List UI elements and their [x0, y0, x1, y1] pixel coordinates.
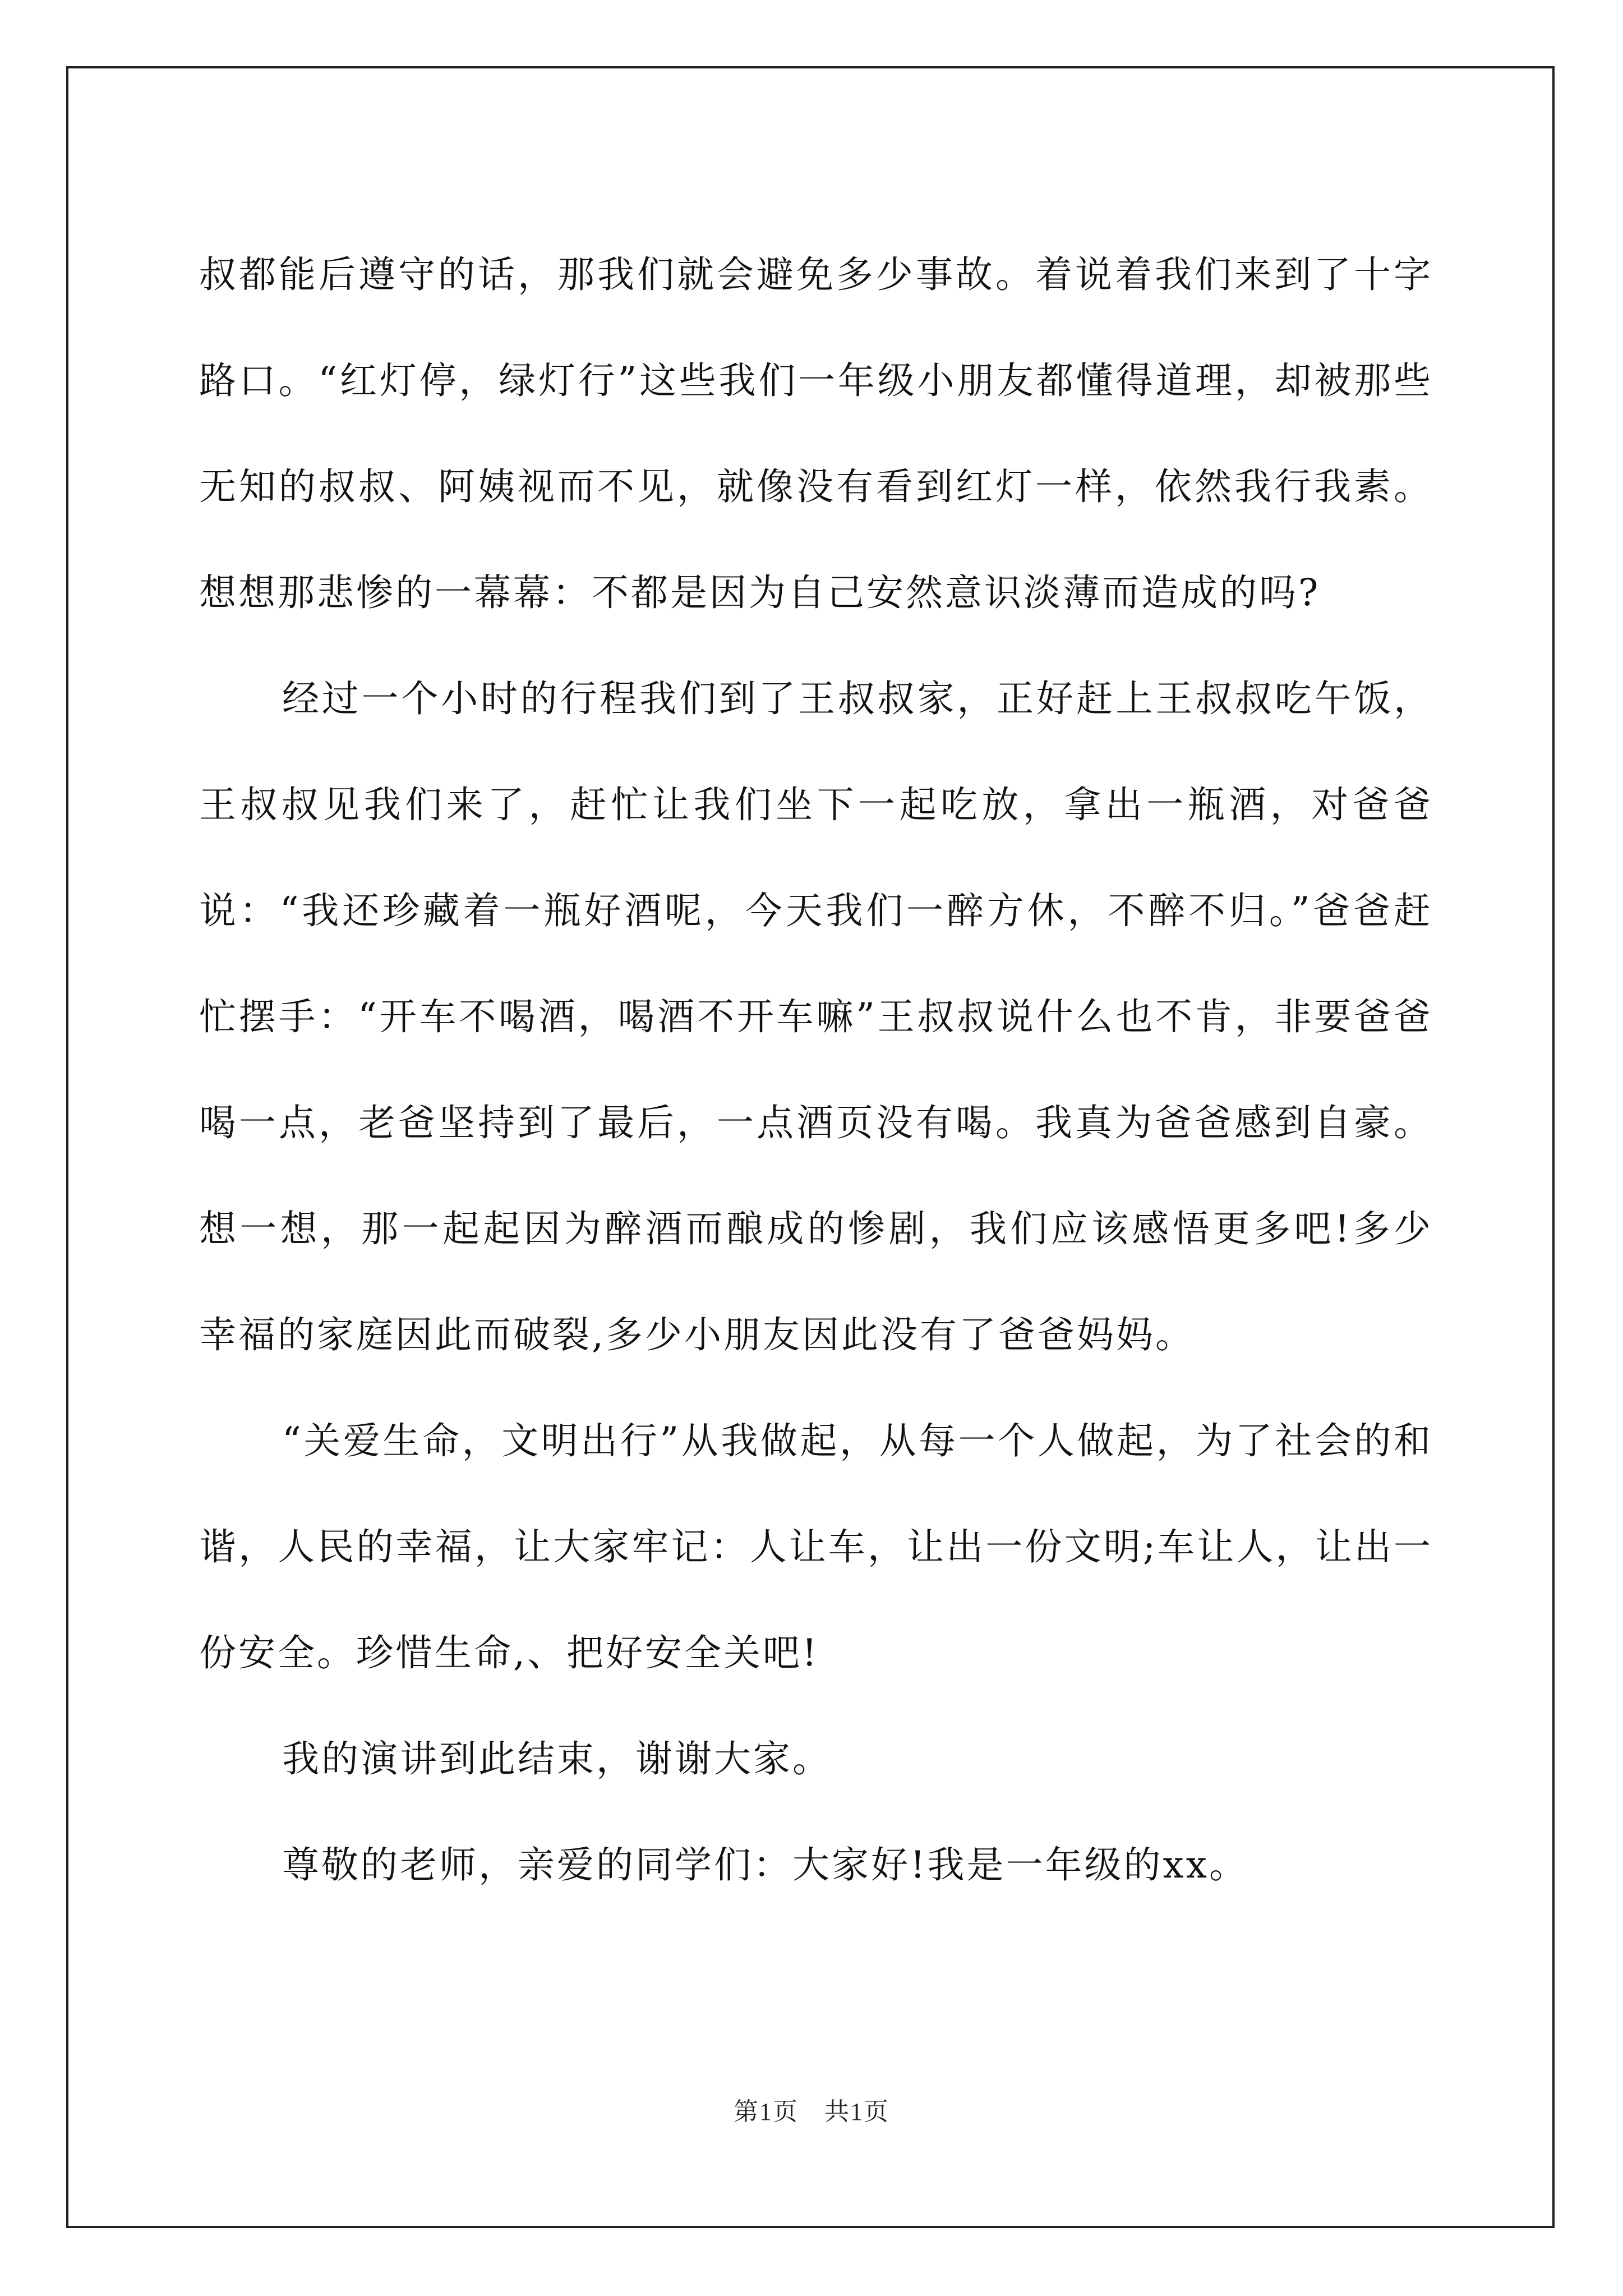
paragraph-5: 尊敬的老师，亲爱的同学们：大家好!我是一年级的xx。: [282, 1843, 1248, 1887]
paragraph-2: 经过一个小时的行程我们到了王叔叔家，正好赶上王叔叔吃午饭，王叔叔见我们来了，赶忙让我们坐下一起吃放，拿出一瓶酒，对爸爸说：“我还珍藏着一瓶好酒呢，今天我们一醉方休，不醉不归。”爸爸赶忙摆手：“开车不喝酒，喝酒不开车嘛”王叔叔说什么也不肯，非要爸爸喝一点，老爸坚持到了最后，一点酒页没有喝。我真为爸爸感到自豪。想一想，那一起起因为醉酒而酿成的惨剧，我们应该感悟更多吧!多少幸福的家庭因此而破裂,多少小朋友因此没有了爸爸妈妈。: [199, 677, 1433, 1356]
document-body: [199, 222, 1433, 1918]
paragraph-3: “关爱生命，文明出行”从我做起，从每一个人做起，为了社会的和谐，人民的幸福，让大家牢记：人让车，让出一份文明;车让人，让出一份安全。珍惜生命,、把好安全关吧!: [199, 1419, 1433, 1674]
page-footer: 第1页 共1页: [734, 2098, 889, 2125]
paragraph-1: 叔都能后遵守的话，那我们就会避免多少事故。着说着我们来到了十字路口。“红灯停，绿灯行”这些我们一年级小朋友都懂得道理，却被那些无知的叔叔、阿姨视而不见，就像没有看到红灯一样，依然我行我素。想想那悲惨的一幕幕：不都是因为自己安然意识淡薄而造成的吗?: [199, 253, 1433, 614]
paragraph-4: 我的演讲到此结束，谢谢大家。: [282, 1737, 832, 1780]
